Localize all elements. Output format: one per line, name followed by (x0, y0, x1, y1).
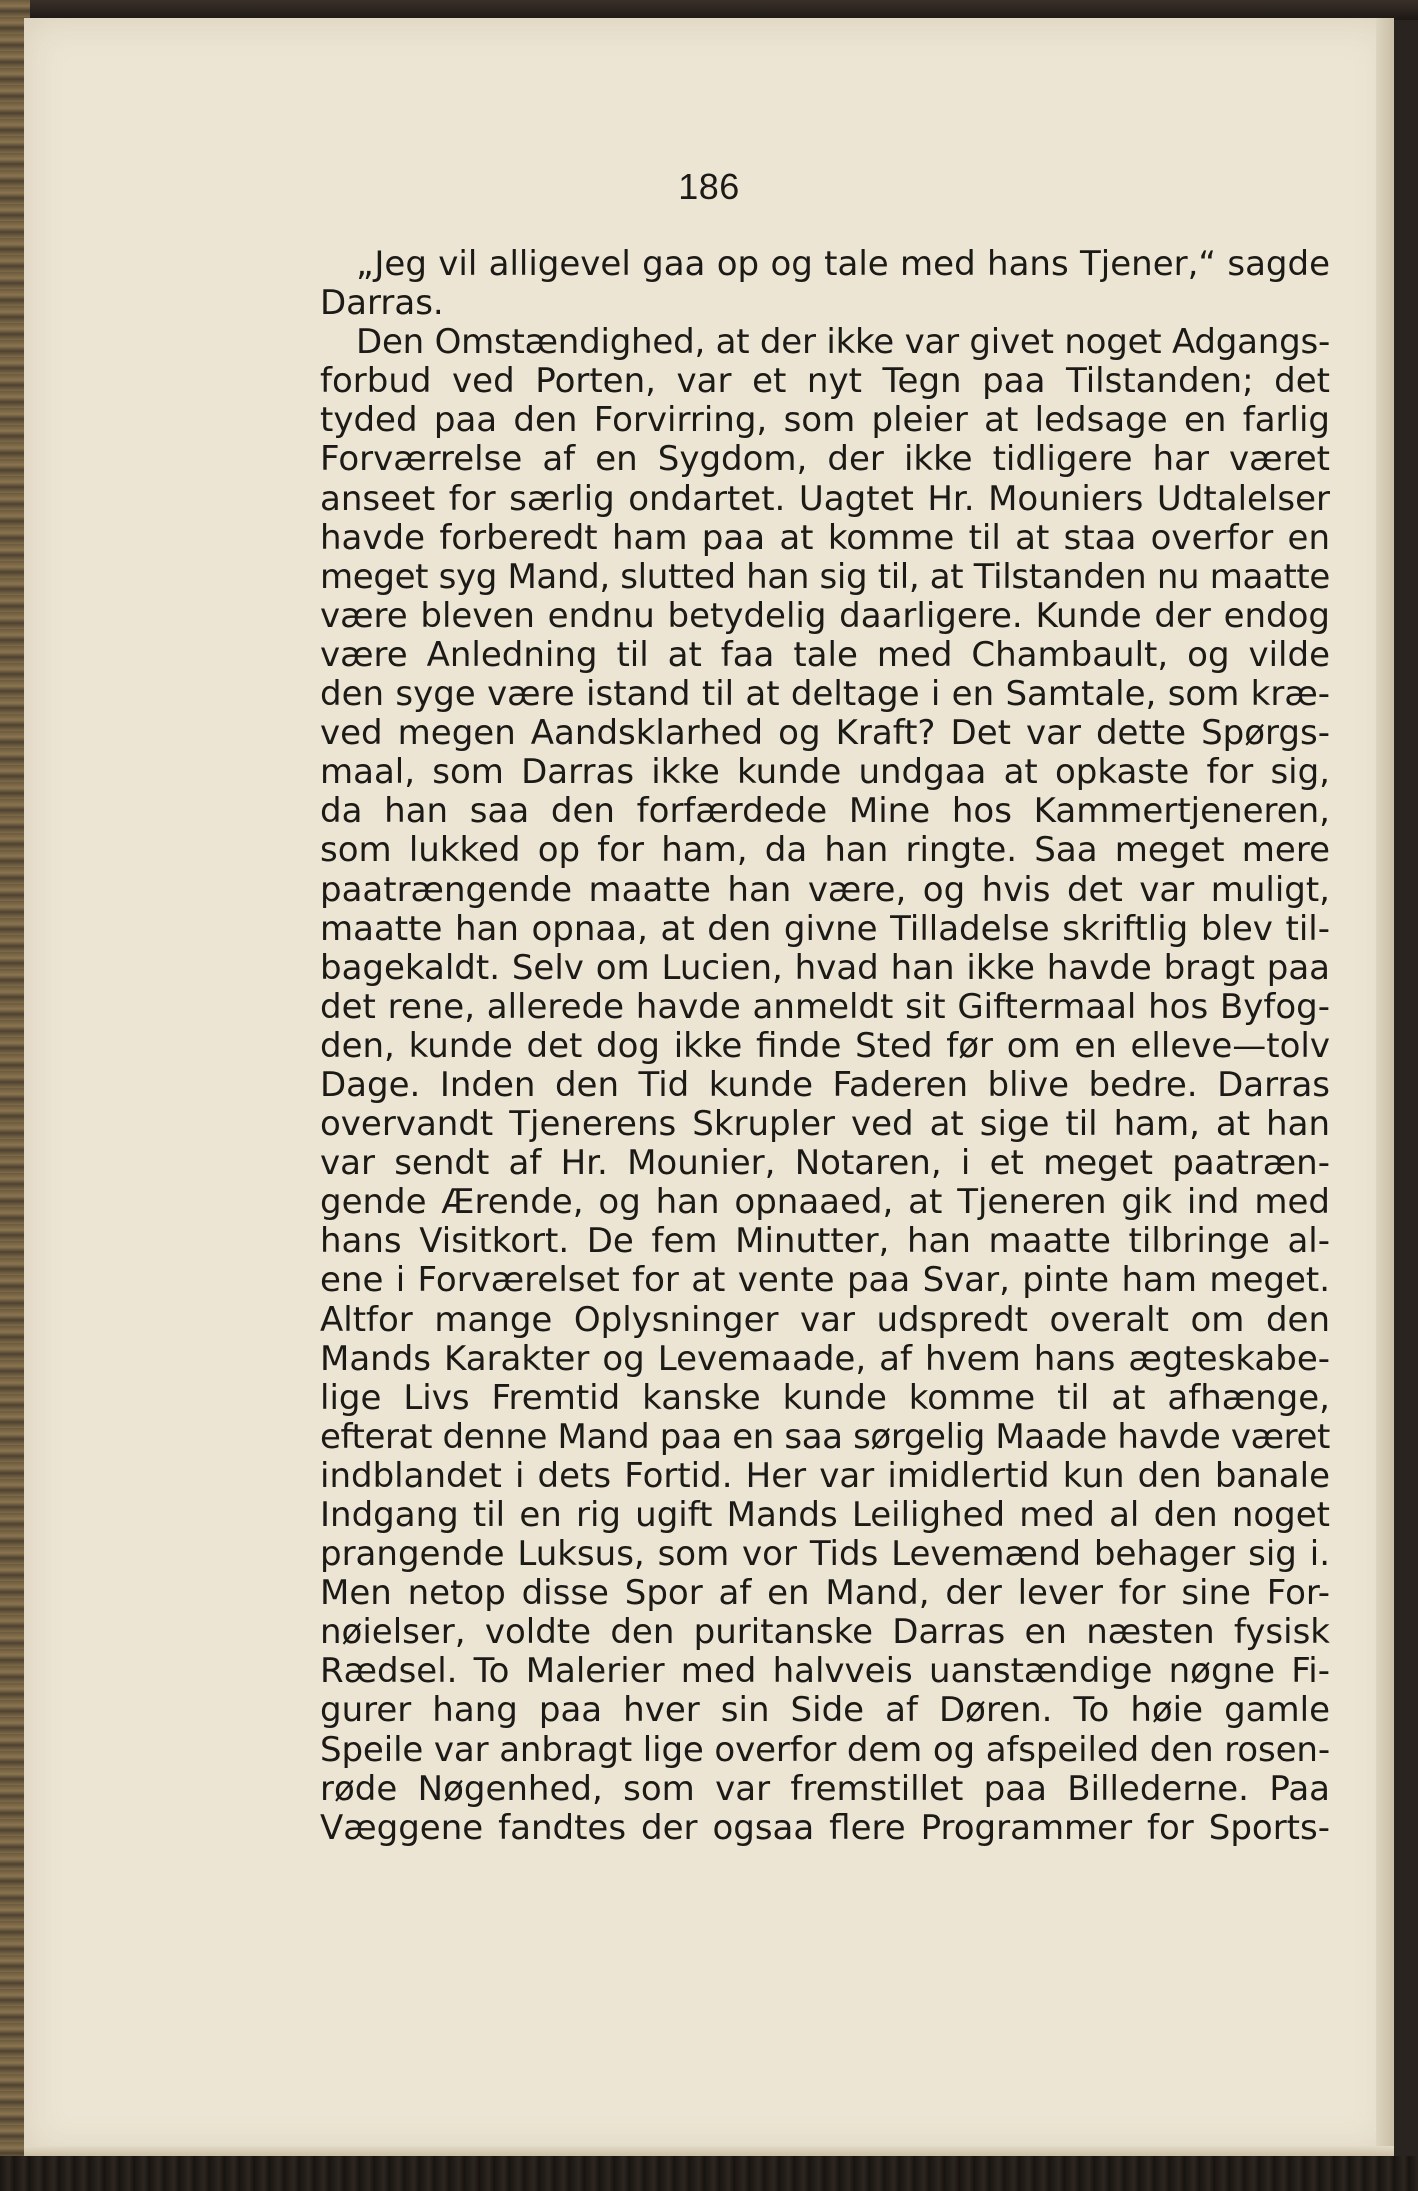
text-line: bagekaldt. Selv om Lucien, hvad han ikke havde bragt paa (320, 947, 1330, 988)
text-line: maatte han opnaa, at den givne Tilladelse skriftlig blev til- (320, 908, 1330, 949)
text-line: indblandet i dets Fortid. Her var imidlertid kun den banale (320, 1455, 1330, 1496)
text-line: Mands Karakter og Levemaade, af hvem hans ægteskabe- (320, 1338, 1330, 1379)
text-line: Men netop disse Spor af en Mand, der lever for sine For- (320, 1573, 1330, 1614)
text-line: Speile var anbragt lige overfor dem og afspeiled den rosen- (320, 1729, 1330, 1770)
text-line: være bleven endnu betydelig daarligere. Kunde der endog (320, 595, 1330, 636)
text-line: „Jeg vil alligevel gaa op og tale med hans Tjener,“ sagde (356, 244, 1330, 284)
text-line: anseet for særlig ondartet. Uagtet Hr. Mouniers Udtalelser (320, 478, 1330, 519)
text-line: maal, som Darras ikke kunde undgaa at opkaste for sig, (320, 752, 1330, 793)
text-line: efterat denne Mand paa en saa sørgelig Maade havde været (320, 1416, 1330, 1457)
text-line: gurer hang paa hver sin Side af Døren. To høie gamle (320, 1690, 1330, 1731)
page-bottom-edge (24, 2146, 1394, 2156)
text-line: den, kunde det dog ikke finde Sted før om en elleve—tolv (320, 1025, 1330, 1066)
text-line: ene i Forværelset for at vente paa Svar, pinte ham meget. (320, 1260, 1330, 1301)
text-line: var sendt af Hr. Mounier, Notaren, i et meget paatræn- (320, 1143, 1330, 1184)
text-line: ved megen Aandsklarhed og Kraft? Det var dette Spørgs- (320, 713, 1330, 754)
text-line: Indgang til en rig ugift Mands Leilighed med al den noget (320, 1495, 1330, 1535)
scan-top-edge (0, 0, 1418, 20)
text-line: Væggene fandtes der ogsaa flere Programmer for Sports- (320, 1807, 1330, 1848)
text-line: Forværrelse af en Sygdom, der ikke tidligere har været (320, 439, 1330, 480)
text-line: som lukked op for ham, da han ringte. Saa meget mere (320, 830, 1330, 871)
body-text (320, 245, 1330, 1848)
text-line: lige Livs Fremtid kanske kunde komme til at afhænge, (320, 1377, 1330, 1418)
text-line: den syge være istand til at deltage i en Samtale, som kræ- (320, 674, 1330, 715)
text-line: paatrængende maatte han være, og hvis det var muligt, (320, 869, 1330, 910)
text-line: meget syg Mand, slutted han sig til, at Tilstanden nu maatte (320, 556, 1330, 597)
text-line: Den Omstændighed, at der ikke var givet noget Adgangs- (356, 322, 1330, 363)
text-line: havde forberedt ham paa at komme til at staa overfor en (320, 517, 1330, 558)
page-number: 186 (678, 166, 740, 207)
text-line: Darras. (320, 283, 444, 324)
text-line: hans Visitkort. De fem Minutter, han maatte tilbringe al- (320, 1221, 1330, 1262)
scan-bottom-edge (0, 2156, 1418, 2191)
text-line: da han saa den forfærdede Mine hos Kammertjeneren, (320, 791, 1330, 832)
text-line: Dage. Inden den Tid kunde Faderen blive bedre. Darras (320, 1064, 1330, 1105)
text-line: være Anledning til at faa tale med Chambault, og vilde (320, 634, 1330, 675)
page-edge (1376, 18, 1394, 2156)
text-line: nøielser, voldte den puritanske Darras en næsten fysisk (320, 1612, 1330, 1653)
text-line: gende Ærende, og han opnaaed, at Tjeneren gik ind med (320, 1182, 1330, 1223)
book-page (24, 18, 1394, 2156)
text-line: tyded paa den Forvirring, som pleier at ledsage en farlig (320, 400, 1330, 441)
text-line: røde Nøgenhed, som var fremstillet paa Billederne. Paa (320, 1768, 1330, 1809)
text-line: prangende Luksus, som vor Tids Levemænd behager sig i. (320, 1534, 1330, 1575)
text-line: Altfor mange Oplysninger var udspredt overalt om den (320, 1299, 1330, 1340)
text-line: overvandt Tjenerens Skrupler ved at sige til ham, at han (320, 1104, 1330, 1145)
text-line: forbud ved Porten, var et nyt Tegn paa Tilstanden; det (320, 361, 1330, 402)
text-line: det rene, allerede havde anmeldt sit Giftermaal hos Byfog- (320, 986, 1330, 1027)
text-line: Rædsel. To Malerier med halvveis uanstændige nøgne Fi- (320, 1651, 1330, 1692)
